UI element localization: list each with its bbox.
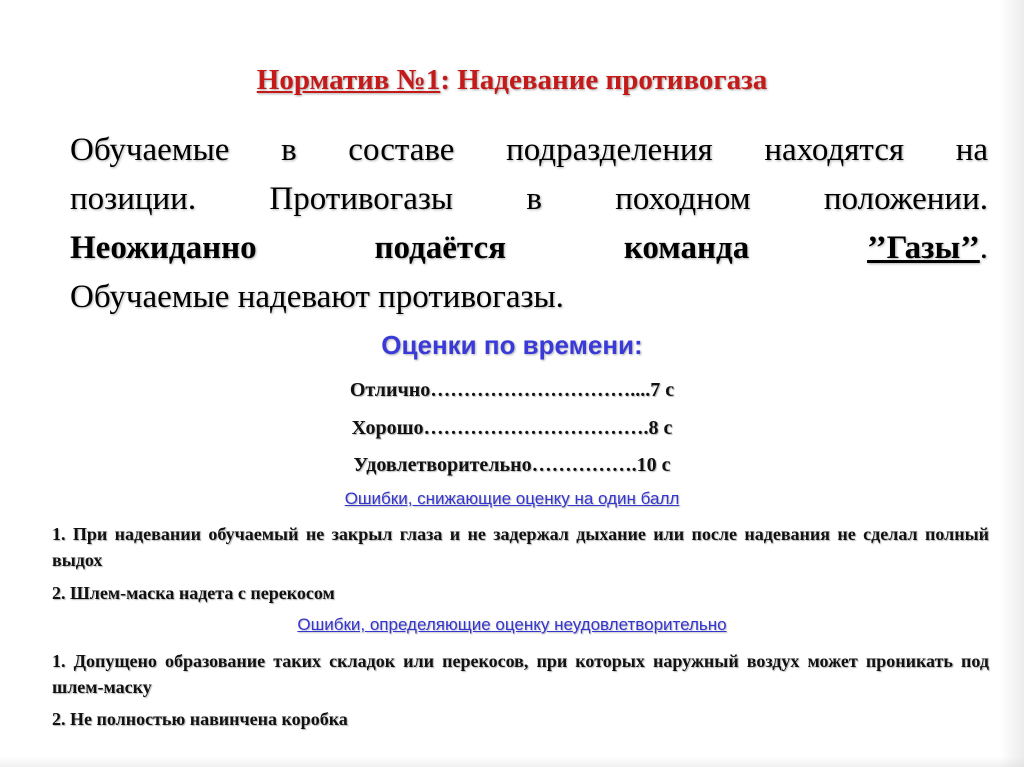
errors-minus-one-heading[interactable]: Ошибки, снижающие оценку на один балл: [344, 489, 680, 508]
score-satisfactory: Удовлетворительно…………….10 с: [353, 454, 671, 476]
intro-paragraph: [70, 126, 988, 322]
error-fail-item-1: 1. Допущено образование таких складок или перекосов, при которых наружный воздух может проникать под шлем-маску: [52, 651, 989, 697]
intro-line-3: [70, 224, 988, 273]
intro-line-2: позиции. Противогазы в походном положении.: [70, 181, 988, 217]
intro-command-quote: ’’Газы’’: [867, 230, 980, 266]
error-minus-one-item-2: 2. Шлем-маска надета с перекосом: [52, 583, 335, 603]
error-fail-item-2: 2. Не полностью навинчена коробка: [52, 709, 348, 729]
errors-fail-heading[interactable]: Ошибки, определяющие оценку неудовлетворительно: [297, 615, 727, 634]
intro-line-1: Обучаемые в составе подразделения находятся на: [70, 132, 988, 168]
intro-command-dot: .: [979, 230, 988, 266]
score-good: Хорошо…………………………….8 с: [351, 417, 673, 439]
error-minus-one-item-1: 1. При надевании обучаемый не закрыл глаза и не задержал дыхание или после надевания не сделал полный выдох: [52, 524, 989, 570]
page-shadow-bottom: [0, 757, 1024, 767]
intro-line-4: Обучаемые надевают противогазы.: [70, 279, 564, 315]
score-excellent: Отлично…………………………....7 с: [349, 379, 675, 401]
page-title: [0, 64, 1024, 97]
intro-command-text: Неожиданно подаётся команда: [70, 230, 868, 266]
title-normative-number: Норматив №1: [256, 64, 441, 96]
title-subject: : Надевание противогаза: [440, 64, 768, 96]
scores-heading: Оценки по времени:: [381, 330, 643, 360]
